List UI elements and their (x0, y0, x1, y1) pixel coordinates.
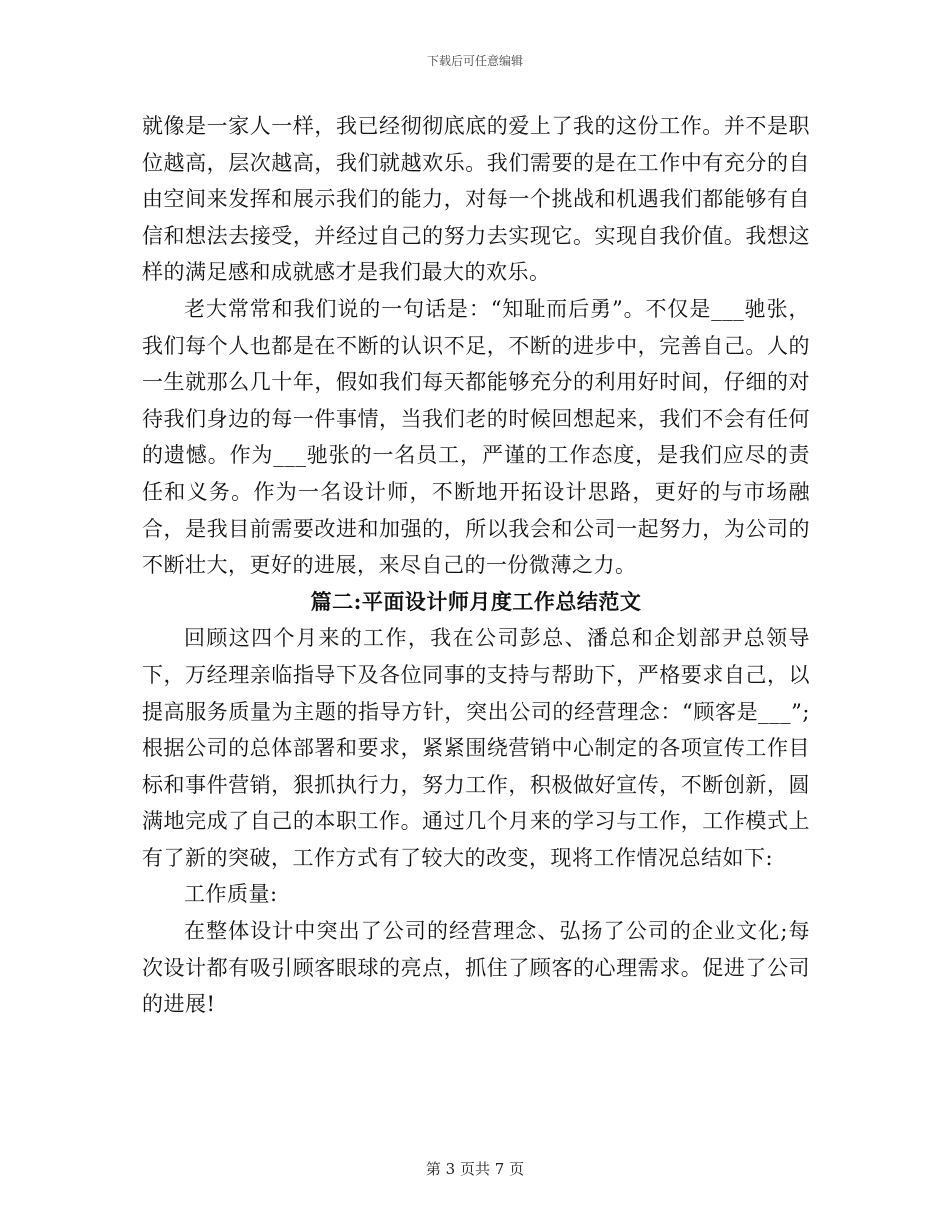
paragraph-1: 就像是一家人一样，我已经彻彻底底的爱上了我的这份工作。并不是职位越高，层次越高，我们就越欢乐。我们需要的是在工作中有充分的自由空间来发挥和展示我们的能力，对每一个挑战和机遇我们都能够有自信和想法去接受，并经过自己的努力去实现它。实现自我价值。我想这样的满足感和成就感才是我们最大的欢乐。 (142, 114, 810, 285)
header-note: 下载后可任意编辑 (426, 54, 523, 68)
paragraph-2: 老大常常和我们说的一句话是：“知耻而后勇”。不仅是___驰张，我们每个人也都是在不断的认识不足，不断的进步中，完善自己。人的一生就那么几十年，假如我们每天都能够充分的利用好时间，仔细的对待我们身边的每一件事情，当我们老的时候回想起来，我们不会有任何的遗憾。作为___驰张的一名员工，严谨的工作态度，是我们应尽的责任和义务。作为一名设计师，不断地开拓设计思路，更好的与市场融合，是我目前需要改进和加强的，所以我会和公司一起努力，为公司的不断壮大，更好的进展，来尽自己的一份微薄之力。 (142, 296, 810, 578)
paragraph-4: 工作质量: (184, 882, 278, 907)
page-number: 第 3 页共 7 页 (425, 1160, 525, 1178)
document-body (142, 108, 810, 1023)
paragraph-3: 回顾这四个月来的工作，我在公司彭总、潘总和企划部尹总领导下，万经理亲临指导下及各位同事的支持与帮助下，严格要求自己，以提高服务质量为主题的指导方针，突出公司的经营理念：“顾客是___”;根据公司的总体部署和要求，紧紧围绕营销中心制定的各项宣传工作目标和事件营销，狠抓执行力，努力工作，积极做好宣传，不断创新，圆满地完成了自己的本职工作。通过几个月来的学习与工作，工作模式上有了新的突破，工作方式有了较大的改变，现将工作情况总结如下: (142, 626, 810, 870)
section-heading: 篇二:平面设计师月度工作总结范文 (310, 588, 642, 614)
paragraph-5: 在整体设计中突出了公司的经营理念、弘扬了公司的企业文化;每次设计都有吸引顾客眼球的亮点，抓住了顾客的心理需求。促进了公司的进展! (142, 919, 810, 1017)
